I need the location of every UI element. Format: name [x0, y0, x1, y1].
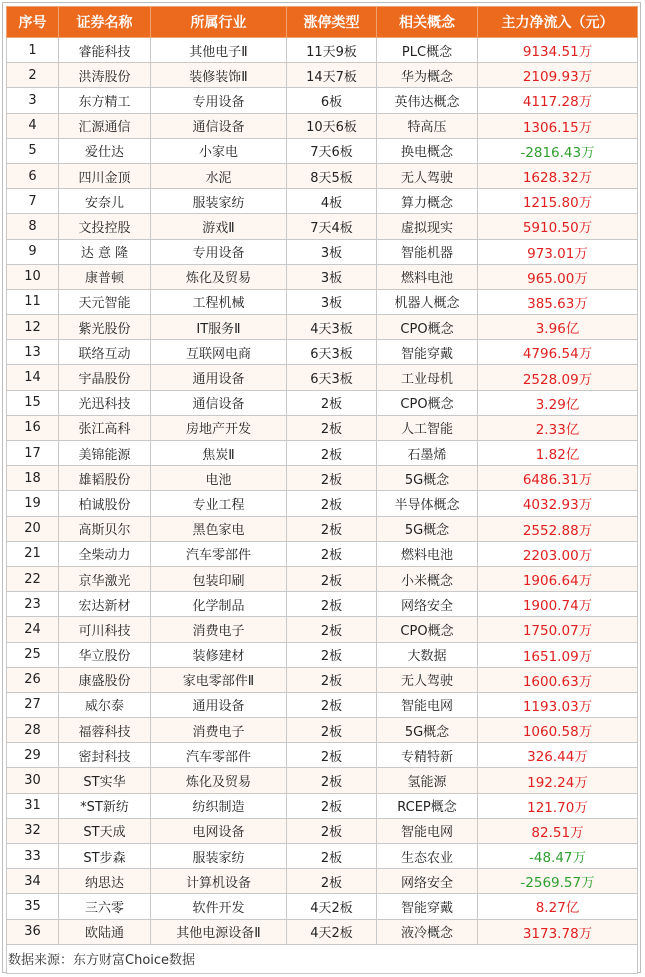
cell-industry: 其他电源设备Ⅱ	[151, 919, 287, 944]
cell-index: 33	[7, 844, 59, 869]
header-net-inflow: 主力净流入（元）	[478, 7, 638, 38]
cell-index: 17	[7, 441, 59, 466]
cell-stock-name: 睿能科技	[59, 38, 151, 63]
cell-industry: 装修建材	[151, 642, 287, 667]
cell-concept: 机器人概念	[377, 289, 478, 314]
table-row	[7, 163, 638, 188]
cell-concept: 小米概念	[377, 566, 478, 591]
cell-net-inflow: 1306.15万	[478, 113, 638, 138]
cell-index: 27	[7, 692, 59, 717]
cell-net-inflow: 8.27亿	[478, 894, 638, 919]
cell-limit-type: 2板	[287, 818, 377, 843]
cell-stock-name: 欧陆通	[59, 919, 151, 944]
cell-concept: 生态农业	[377, 844, 478, 869]
cell-concept: 5G概念	[377, 466, 478, 491]
table-row	[7, 88, 638, 113]
cell-limit-type: 7天6板	[287, 138, 377, 163]
cell-concept: 人工智能	[377, 415, 478, 440]
header-industry: 所属行业	[151, 7, 287, 38]
cell-index: 14	[7, 365, 59, 390]
cell-stock-name: 康普顿	[59, 264, 151, 289]
cell-industry: 房地产开发	[151, 415, 287, 440]
cell-index: 6	[7, 163, 59, 188]
cell-limit-type: 2板	[287, 541, 377, 566]
cell-index: 8	[7, 214, 59, 239]
table-row	[7, 113, 638, 138]
cell-index: 16	[7, 415, 59, 440]
cell-limit-type: 2板	[287, 718, 377, 743]
cell-net-inflow: 2528.09万	[478, 365, 638, 390]
cell-net-inflow: 3.29亿	[478, 390, 638, 415]
table-row	[7, 63, 638, 88]
table-row	[7, 390, 638, 415]
cell-industry: 汽车零部件	[151, 541, 287, 566]
header-limit-type: 涨停类型	[287, 7, 377, 38]
cell-net-inflow: 82.51万	[478, 818, 638, 843]
cell-concept: PLC概念	[377, 38, 478, 63]
cell-concept: CPO概念	[377, 390, 478, 415]
cell-stock-name: ST实华	[59, 768, 151, 793]
cell-limit-type: 2板	[287, 441, 377, 466]
cell-industry: 消费电子	[151, 617, 287, 642]
cell-stock-name: 张江高科	[59, 415, 151, 440]
cell-index: 7	[7, 189, 59, 214]
cell-stock-name: 宏达新材	[59, 592, 151, 617]
cell-net-inflow: 385.63万	[478, 289, 638, 314]
table-row	[7, 289, 638, 314]
cell-concept: 燃料电池	[377, 541, 478, 566]
cell-concept: 智能机器	[377, 239, 478, 264]
cell-concept: 英伟达概念	[377, 88, 478, 113]
table-row	[7, 718, 638, 743]
cell-stock-name: 汇源通信	[59, 113, 151, 138]
cell-net-inflow: 965.00万	[478, 264, 638, 289]
table-row	[7, 617, 638, 642]
cell-limit-type: 3板	[287, 289, 377, 314]
cell-stock-name: 文投控股	[59, 214, 151, 239]
cell-stock-name: 康盛股份	[59, 667, 151, 692]
table-row	[7, 138, 638, 163]
cell-concept: 专精特新	[377, 743, 478, 768]
cell-limit-type: 14天7板	[287, 63, 377, 88]
cell-index: 29	[7, 743, 59, 768]
cell-limit-type: 4天2板	[287, 894, 377, 919]
cell-limit-type: 2板	[287, 617, 377, 642]
cell-net-inflow: 2.33亿	[478, 415, 638, 440]
cell-stock-name: ST天成	[59, 818, 151, 843]
table-row	[7, 214, 638, 239]
cell-concept: 算力概念	[377, 189, 478, 214]
cell-concept: 智能穿戴	[377, 340, 478, 365]
cell-industry: 电池	[151, 466, 287, 491]
cell-industry: 通信设备	[151, 390, 287, 415]
table-row	[7, 189, 638, 214]
cell-index: 26	[7, 667, 59, 692]
cell-stock-name: 洪涛股份	[59, 63, 151, 88]
cell-net-inflow: 4032.93万	[478, 491, 638, 516]
table-row	[7, 743, 638, 768]
table-row	[7, 793, 638, 818]
cell-stock-name: 宇晶股份	[59, 365, 151, 390]
cell-index: 11	[7, 289, 59, 314]
table-body	[7, 38, 638, 945]
cell-index: 32	[7, 818, 59, 843]
cell-net-inflow: 2552.88万	[478, 516, 638, 541]
cell-limit-type: 4天3板	[287, 315, 377, 340]
cell-net-inflow: 1215.80万	[478, 189, 638, 214]
cell-limit-type: 2板	[287, 415, 377, 440]
cell-limit-type: 2板	[287, 844, 377, 869]
cell-net-inflow: 9134.51万	[478, 38, 638, 63]
cell-stock-name: 柏诚股份	[59, 491, 151, 516]
cell-industry: 小家电	[151, 138, 287, 163]
cell-concept: 华为概念	[377, 63, 478, 88]
cell-net-inflow: 3.96亿	[478, 315, 638, 340]
cell-stock-name: 全柴动力	[59, 541, 151, 566]
cell-index: 9	[7, 239, 59, 264]
cell-industry: 炼化及贸易	[151, 264, 287, 289]
table-row	[7, 239, 638, 264]
cell-stock-name: 高斯贝尔	[59, 516, 151, 541]
cell-concept: 网络安全	[377, 869, 478, 894]
cell-limit-type: 2板	[287, 869, 377, 894]
header-index: 序号	[7, 7, 59, 38]
cell-limit-type: 2板	[287, 566, 377, 591]
cell-industry: 电网设备	[151, 818, 287, 843]
table-row	[7, 592, 638, 617]
cell-net-inflow: -2816.43万	[478, 138, 638, 163]
cell-concept: 换电概念	[377, 138, 478, 163]
cell-industry: 包装印刷	[151, 566, 287, 591]
footer-row	[7, 944, 638, 973]
cell-index: 30	[7, 768, 59, 793]
table-row	[7, 38, 638, 63]
table-row	[7, 844, 638, 869]
table-row	[7, 692, 638, 717]
cell-limit-type: 2板	[287, 592, 377, 617]
cell-concept: 虚拟现实	[377, 214, 478, 239]
cell-concept: 无人驾驶	[377, 667, 478, 692]
cell-stock-name: 四川金顶	[59, 163, 151, 188]
cell-net-inflow: 6486.31万	[478, 466, 638, 491]
cell-index: 21	[7, 541, 59, 566]
cell-stock-name: 威尔泰	[59, 692, 151, 717]
table-row	[7, 415, 638, 440]
cell-index: 19	[7, 491, 59, 516]
cell-concept: 特高压	[377, 113, 478, 138]
table-row	[7, 264, 638, 289]
cell-limit-type: 6天3板	[287, 340, 377, 365]
cell-net-inflow: 1628.32万	[478, 163, 638, 188]
cell-limit-type: 6天3板	[287, 365, 377, 390]
cell-industry: 专用设备	[151, 239, 287, 264]
cell-index: 1	[7, 38, 59, 63]
cell-industry: 专业工程	[151, 491, 287, 516]
cell-index: 24	[7, 617, 59, 642]
cell-stock-name: 达 意 隆	[59, 239, 151, 264]
cell-limit-type: 2板	[287, 743, 377, 768]
cell-limit-type: 2板	[287, 667, 377, 692]
cell-industry: 通用设备	[151, 692, 287, 717]
cell-stock-name: 可川科技	[59, 617, 151, 642]
cell-limit-type: 2板	[287, 390, 377, 415]
cell-index: 13	[7, 340, 59, 365]
cell-industry: 通信设备	[151, 113, 287, 138]
cell-net-inflow: 1651.09万	[478, 642, 638, 667]
cell-industry: 汽车零部件	[151, 743, 287, 768]
cell-limit-type: 2板	[287, 516, 377, 541]
cell-net-inflow: 973.01万	[478, 239, 638, 264]
cell-net-inflow: 1060.58万	[478, 718, 638, 743]
cell-net-inflow: 4796.54万	[478, 340, 638, 365]
cell-concept: CPO概念	[377, 315, 478, 340]
cell-stock-name: 东方精工	[59, 88, 151, 113]
cell-stock-name: 联络互动	[59, 340, 151, 365]
cell-net-inflow: 1193.03万	[478, 692, 638, 717]
cell-index: 22	[7, 566, 59, 591]
cell-index: 20	[7, 516, 59, 541]
cell-index: 25	[7, 642, 59, 667]
cell-limit-type: 2板	[287, 491, 377, 516]
cell-industry: IT服务Ⅱ	[151, 315, 287, 340]
cell-net-inflow: 1906.64万	[478, 566, 638, 591]
cell-net-inflow: -2569.57万	[478, 869, 638, 894]
table-row	[7, 667, 638, 692]
cell-net-inflow: 1600.63万	[478, 667, 638, 692]
table-row	[7, 768, 638, 793]
cell-index: 5	[7, 138, 59, 163]
cell-concept: 半导体概念	[377, 491, 478, 516]
cell-industry: 炼化及贸易	[151, 768, 287, 793]
cell-concept: CPO概念	[377, 617, 478, 642]
cell-concept: 智能穿戴	[377, 894, 478, 919]
table-row	[7, 566, 638, 591]
cell-limit-type: 11天9板	[287, 38, 377, 63]
cell-stock-name: 密封科技	[59, 743, 151, 768]
cell-stock-name: 京华激光	[59, 566, 151, 591]
cell-index: 3	[7, 88, 59, 113]
cell-stock-name: 光迅科技	[59, 390, 151, 415]
table-row	[7, 642, 638, 667]
cell-industry: 通用设备	[151, 365, 287, 390]
cell-net-inflow: 2203.00万	[478, 541, 638, 566]
cell-limit-type: 3板	[287, 239, 377, 264]
cell-index: 35	[7, 894, 59, 919]
table-row	[7, 894, 638, 919]
cell-net-inflow: -48.47万	[478, 844, 638, 869]
cell-concept: 燃料电池	[377, 264, 478, 289]
header-stock-name: 证券名称	[59, 7, 151, 38]
cell-limit-type: 4天2板	[287, 919, 377, 944]
cell-index: 15	[7, 390, 59, 415]
table-row	[7, 315, 638, 340]
table-row	[7, 441, 638, 466]
table-row	[7, 869, 638, 894]
cell-industry: 软件开发	[151, 894, 287, 919]
cell-industry: 家电零部件Ⅱ	[151, 667, 287, 692]
cell-net-inflow: 5910.50万	[478, 214, 638, 239]
cell-stock-name: 安奈儿	[59, 189, 151, 214]
cell-net-inflow: 121.70万	[478, 793, 638, 818]
cell-industry: 互联网电商	[151, 340, 287, 365]
cell-net-inflow: 326.44万	[478, 743, 638, 768]
cell-limit-type: 3板	[287, 264, 377, 289]
cell-concept: 大数据	[377, 642, 478, 667]
cell-concept: 工业母机	[377, 365, 478, 390]
table-row	[7, 466, 638, 491]
cell-index: 23	[7, 592, 59, 617]
cell-concept: 智能电网	[377, 818, 478, 843]
cell-net-inflow: 3173.78万	[478, 919, 638, 944]
cell-concept: 液冷概念	[377, 919, 478, 944]
cell-index: 10	[7, 264, 59, 289]
cell-net-inflow: 192.24万	[478, 768, 638, 793]
cell-industry: 黑色家电	[151, 516, 287, 541]
cell-limit-type: 2板	[287, 793, 377, 818]
cell-concept: 网络安全	[377, 592, 478, 617]
table-row	[7, 516, 638, 541]
cell-limit-type: 2板	[287, 768, 377, 793]
cell-net-inflow: 4117.28万	[478, 88, 638, 113]
cell-net-inflow: 1900.74万	[478, 592, 638, 617]
cell-stock-name: 华立股份	[59, 642, 151, 667]
cell-index: 31	[7, 793, 59, 818]
cell-index: 2	[7, 63, 59, 88]
cell-stock-name: 爱仕达	[59, 138, 151, 163]
cell-limit-type: 7天4板	[287, 214, 377, 239]
cell-concept: RCEP概念	[377, 793, 478, 818]
cell-index: 36	[7, 919, 59, 944]
cell-industry: 水泥	[151, 163, 287, 188]
cell-index: 28	[7, 718, 59, 743]
cell-net-inflow: 1750.07万	[478, 617, 638, 642]
cell-industry: 纺织制造	[151, 793, 287, 818]
cell-industry: 服装家纺	[151, 189, 287, 214]
cell-industry: 专用设备	[151, 88, 287, 113]
cell-stock-name: 三六零	[59, 894, 151, 919]
cell-concept: 5G概念	[377, 718, 478, 743]
table-header-row	[7, 7, 638, 38]
cell-industry: 化学制品	[151, 592, 287, 617]
cell-index: 34	[7, 869, 59, 894]
cell-net-inflow: 1.82亿	[478, 441, 638, 466]
cell-stock-name: 纳思达	[59, 869, 151, 894]
cell-index: 12	[7, 315, 59, 340]
table-row	[7, 541, 638, 566]
cell-stock-name: ST步森	[59, 844, 151, 869]
table-row	[7, 818, 638, 843]
data-source-note: 数据来源：东方财富Choice数据	[7, 944, 638, 973]
cell-limit-type: 10天6板	[287, 113, 377, 138]
cell-index: 18	[7, 466, 59, 491]
cell-net-inflow: 2109.93万	[478, 63, 638, 88]
cell-concept: 5G概念	[377, 516, 478, 541]
cell-concept: 无人驾驶	[377, 163, 478, 188]
cell-industry: 工程机械	[151, 289, 287, 314]
table-row	[7, 340, 638, 365]
cell-stock-name: 紫光股份	[59, 315, 151, 340]
cell-limit-type: 8天5板	[287, 163, 377, 188]
cell-concept: 石墨烯	[377, 441, 478, 466]
cell-industry: 消费电子	[151, 718, 287, 743]
cell-stock-name: 雄韬股份	[59, 466, 151, 491]
table-row	[7, 919, 638, 944]
limit-up-stock-table	[6, 6, 638, 974]
cell-limit-type: 4板	[287, 189, 377, 214]
cell-industry: 计算机设备	[151, 869, 287, 894]
cell-industry: 装修装饰Ⅱ	[151, 63, 287, 88]
cell-concept: 智能电网	[377, 692, 478, 717]
cell-stock-name: 天元智能	[59, 289, 151, 314]
cell-limit-type: 2板	[287, 466, 377, 491]
cell-stock-name: 福蓉科技	[59, 718, 151, 743]
cell-concept: 氢能源	[377, 768, 478, 793]
cell-limit-type: 6板	[287, 88, 377, 113]
cell-industry: 其他电子Ⅱ	[151, 38, 287, 63]
cell-industry: 游戏Ⅱ	[151, 214, 287, 239]
cell-limit-type: 2板	[287, 692, 377, 717]
cell-industry: 焦炭Ⅱ	[151, 441, 287, 466]
cell-index: 4	[7, 113, 59, 138]
cell-industry: 服装家纺	[151, 844, 287, 869]
cell-limit-type: 2板	[287, 642, 377, 667]
table-row	[7, 365, 638, 390]
cell-stock-name: 美锦能源	[59, 441, 151, 466]
table-row	[7, 491, 638, 516]
header-concept: 相关概念	[377, 7, 478, 38]
cell-stock-name: *ST新纺	[59, 793, 151, 818]
